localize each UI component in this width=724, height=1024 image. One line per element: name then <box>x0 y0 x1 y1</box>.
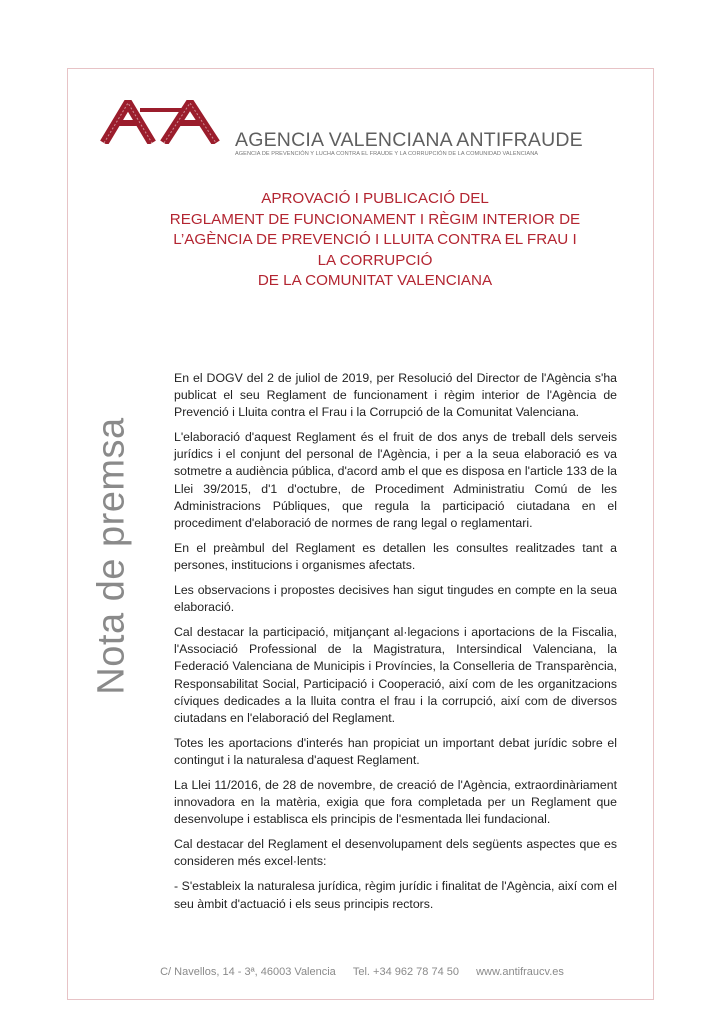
footer-phone: Tel. +34 962 78 74 50 <box>352 966 459 978</box>
body-paragraph: Les observacions i propostes decisives han sigut tingudes en compte en la seua elaboració. <box>174 583 617 615</box>
side-label-press-note: Nota de premsa <box>90 417 133 695</box>
body-paragraph: - S'estableix la naturalesa jurídica, règim jurídic i finalitat de l'Agència, així com el seu àmbit d'actuació i els seus principis rectors. <box>174 879 617 911</box>
title-line: L’AGÈNCIA DE PREVENCIÓ I LLUITA CONTRA EL FRAU I <box>173 231 577 248</box>
title-line: DE LA COMUNITAT VALENCIANA <box>257 272 493 289</box>
body-paragraph: Cal destacar del Reglament el desenvolupament dels següents aspectes que es consideren més excel·lents: <box>174 837 617 869</box>
header-logo <box>98 100 628 168</box>
press-release-body <box>174 370 617 921</box>
title-line: REGLAMENT DE FUNCIONAMENT I RÈGIM INTERIOR DE <box>169 210 581 228</box>
footer-address: C/ Navellos, 14 - 3ª, 46003 Valencia <box>160 966 336 978</box>
title-line: APROVACIÓ I PUBLICACIÓ DEL <box>261 190 489 207</box>
body-paragraph: En el DOGV del 2 de juliol de 2019, per Resolució del Director de l'Agència s'ha publicat el seu Reglament de funcionament i règim interior de l'Agència de Prevenció i Lluita contra el Frau i la Corrupció de la Comunitat Valenciana. <box>174 371 617 420</box>
body-paragraph: L'elaboració d'aquest Reglament és el fruit de dos anys de treball dels serveis jurídics i el conjunt del personal de l'Agència, i per a la seua elaboració es va sotmetre a audiència pública, d'acord amb el que es disposa en l'article 133 de la Llei 39/2015, d'1 d'octubre, de Procediment Administratiu Comú de les Administracions Públiques, que regula la participació ciutadana en el procediment d'elaboració de normes de rang legal o reglamentari. <box>174 430 617 530</box>
body-paragraph: En el preàmbul del Reglament es detallen les consultes realitzades tant a persones, institucions i organismes afectats. <box>174 540 617 572</box>
body-paragraph: Totes les aportacions d'interés han propiciat un important debat jurídic sobre el contingut i la naturalesa d'aquest Reglament. <box>174 735 617 767</box>
body-paragraph: Cal destacar la participació, mitjançant al·legacions i aportacions de la Fiscalia, l'Associació Professional de la Magistratura, Intersindical Valenciana, la Federació Valenciana de Municipis i Províncies, la Conselleria de Transparència, Responsabilitat Social, Participació i Cooperació, així com de les organitzacions cíviques dedicades a la lluita contra el frau i la corrupció, així com de diversos ciutadans en l'elaboració del Reglament. <box>174 625 617 725</box>
footer-website: www.antifraucv.es <box>476 966 564 978</box>
organization-subtitle: AGENCIA DE PREVENCIÓN Y LUCHA CONTRA EL FRAUDE Y LA CORRUPCIÓN DE LA COMUNIDAD VALENCIANA <box>235 151 539 157</box>
title-line: LA CORRUPCIÓ <box>317 251 433 269</box>
organization-name: AGENCIA VALENCIANA ANTIFRAUDE <box>235 129 583 151</box>
body-paragraph: La Llei 11/2016, de 28 de novembre, de creació de l'Agència, extraordinàriament innovadora en la matèria, exigia que fora completada per un Reglament que desenvolupe i establisca els principis de l'esmentada llei fundacional. <box>174 777 617 827</box>
page-footer <box>0 966 724 978</box>
press-release-title <box>150 189 600 292</box>
double-a-logo-icon <box>98 100 230 144</box>
